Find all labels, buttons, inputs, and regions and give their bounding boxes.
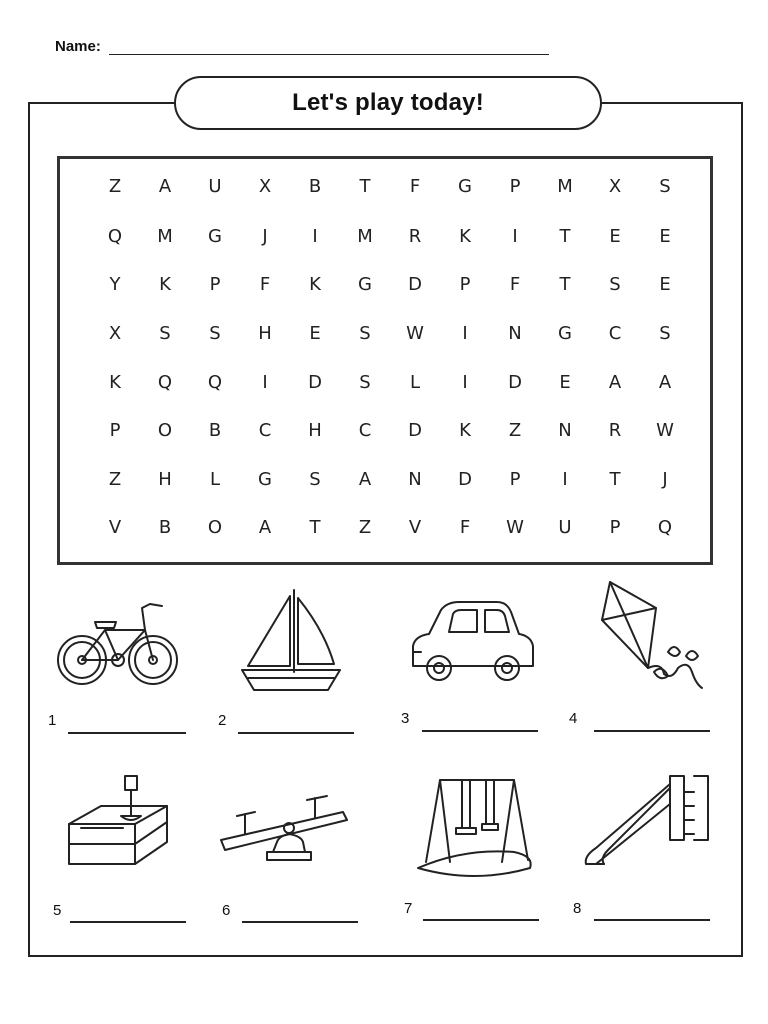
grid-row [60,175,710,223]
grid-letter[interactable]: S [309,469,321,490]
grid-letter[interactable]: S [209,323,221,344]
grid-row [60,371,710,419]
grid-letter[interactable]: E [659,226,671,247]
grid-letter[interactable]: R [608,420,622,441]
grid-letter[interactable]: S [359,372,371,393]
grid-letter[interactable]: I [262,372,268,393]
item-number: 2 [218,712,227,729]
grid-letter[interactable]: O [207,517,223,538]
grid-letter[interactable]: F [509,274,521,295]
grid-letter[interactable]: D [408,274,422,295]
grid-row [60,322,710,370]
grid-letter[interactable]: U [208,176,222,197]
bicycle-icon [50,590,200,710]
seesaw-icon [215,780,365,900]
grid-letter[interactable]: E [659,274,671,295]
answer-line-1[interactable] [68,732,186,734]
grid-letter[interactable]: V [108,517,122,538]
grid-row [60,273,710,321]
grid-letter[interactable]: J [262,226,268,247]
grid-letter[interactable]: W [406,323,424,344]
grid-letter[interactable]: K [309,274,321,295]
grid-letter[interactable]: L [409,372,421,393]
grid-letter[interactable]: A [158,176,172,197]
grid-row [60,516,710,564]
grid-letter[interactable]: Q [157,372,173,393]
answer-line-6[interactable] [242,921,358,923]
grid-letter[interactable]: I [312,226,318,247]
grid-letter[interactable]: U [558,517,572,538]
grid-letter[interactable]: C [608,323,622,344]
grid-letter[interactable]: B [158,517,172,538]
answer-line-4[interactable] [594,730,710,732]
grid-letter[interactable]: X [608,176,622,197]
grid-letter[interactable]: A [658,372,672,393]
grid-letter[interactable]: S [659,323,671,344]
swing-icon [404,772,554,892]
grid-letter[interactable]: H [158,469,172,490]
grid-letter[interactable]: E [309,323,321,344]
grid-letter[interactable]: G [558,323,572,344]
grid-letter[interactable]: Z [108,176,122,197]
item-number: 1 [48,712,57,729]
grid-letter[interactable]: Z [108,469,122,490]
grid-letter[interactable]: N [408,469,422,490]
grid-letter[interactable]: P [109,420,121,441]
grid-letter[interactable]: X [258,176,272,197]
grid-letter[interactable]: S [609,274,621,295]
grid-letter[interactable]: V [408,517,422,538]
grid-letter[interactable]: N [558,420,572,441]
grid-letter[interactable]: S [359,323,371,344]
car-icon [395,584,545,704]
grid-letter[interactable]: A [608,372,622,393]
answer-line-8[interactable] [594,919,710,921]
grid-letter[interactable]: Q [657,517,673,538]
grid-letter[interactable]: K [109,372,121,393]
grid-letter[interactable]: J [662,469,668,490]
grid-letter[interactable]: S [659,176,671,197]
grid-letter[interactable]: B [208,420,222,441]
grid-letter[interactable]: C [358,420,372,441]
grid-letter[interactable]: B [308,176,322,197]
grid-letter[interactable]: T [359,176,371,197]
title-banner [174,76,602,130]
grid-row [60,419,710,467]
sandpit-icon [55,768,205,888]
grid-letter[interactable]: G [458,176,472,197]
grid-letter[interactable]: Y [109,274,121,295]
grid-row [60,225,710,273]
grid-letter[interactable]: M [357,226,373,247]
grid-row [60,468,710,516]
grid-letter[interactable]: I [462,323,468,344]
answer-line-3[interactable] [422,730,538,732]
grid-letter[interactable]: M [557,176,573,197]
grid-letter[interactable]: H [308,420,322,441]
grid-letter[interactable]: C [258,420,272,441]
grid-letter[interactable]: T [559,226,571,247]
grid-letter[interactable]: Z [358,517,372,538]
page-title: Let's play today! [292,89,484,116]
sailboat-icon [222,586,372,706]
grid-letter[interactable]: Z [508,420,522,441]
grid-letter[interactable]: P [609,517,621,538]
item-number: 6 [222,902,231,919]
grid-letter[interactable]: W [656,420,674,441]
grid-letter[interactable]: Q [207,372,223,393]
kite-icon [592,576,742,696]
word-search-grid [57,156,713,565]
grid-letter[interactable]: G [258,469,272,490]
grid-letter[interactable]: X [108,323,122,344]
item-number: 7 [404,900,413,917]
slide-icon [574,764,724,884]
name-label: Name: [55,38,101,55]
item-number: 3 [401,710,410,727]
grid-letter[interactable]: H [258,323,272,344]
grid-letter[interactable]: K [459,420,471,441]
grid-letter[interactable]: I [562,469,568,490]
grid-letter[interactable]: T [559,274,571,295]
grid-letter[interactable]: G [208,226,222,247]
grid-letter[interactable]: L [209,469,221,490]
grid-letter[interactable]: D [508,372,522,393]
grid-letter[interactable]: E [559,372,571,393]
grid-letter[interactable]: O [157,420,173,441]
grid-letter[interactable]: W [506,517,524,538]
grid-letter[interactable]: F [259,274,271,295]
grid-letter[interactable]: P [509,176,521,197]
grid-letter[interactable]: R [408,226,422,247]
grid-letter[interactable]: T [609,469,621,490]
grid-letter[interactable]: M [157,226,173,247]
grid-letter[interactable]: D [408,420,422,441]
answer-line-2[interactable] [238,732,354,734]
grid-letter[interactable]: I [512,226,518,247]
grid-letter[interactable]: S [159,323,171,344]
grid-letter[interactable]: D [308,372,322,393]
grid-letter[interactable]: P [509,469,521,490]
item-number: 5 [53,902,62,919]
item-number: 8 [573,900,582,917]
grid-letter[interactable]: T [309,517,321,538]
grid-letter[interactable]: P [209,274,221,295]
grid-letter[interactable]: Q [107,226,123,247]
grid-letter[interactable]: P [459,274,471,295]
grid-letter[interactable]: N [508,323,522,344]
answer-line-5[interactable] [70,921,186,923]
grid-letter[interactable]: A [258,517,272,538]
grid-letter[interactable]: I [462,372,468,393]
grid-letter[interactable]: F [459,517,471,538]
grid-letter[interactable]: K [459,226,471,247]
grid-letter[interactable]: F [409,176,421,197]
grid-letter[interactable]: A [358,469,372,490]
grid-letter[interactable]: E [609,226,621,247]
item-number: 4 [569,710,578,727]
grid-letter[interactable]: D [458,469,472,490]
grid-letter[interactable]: G [358,274,372,295]
answer-line-7[interactable] [423,919,539,921]
name-field [55,38,549,55]
name-blank-line[interactable] [109,38,549,55]
grid-letter[interactable]: K [159,274,171,295]
